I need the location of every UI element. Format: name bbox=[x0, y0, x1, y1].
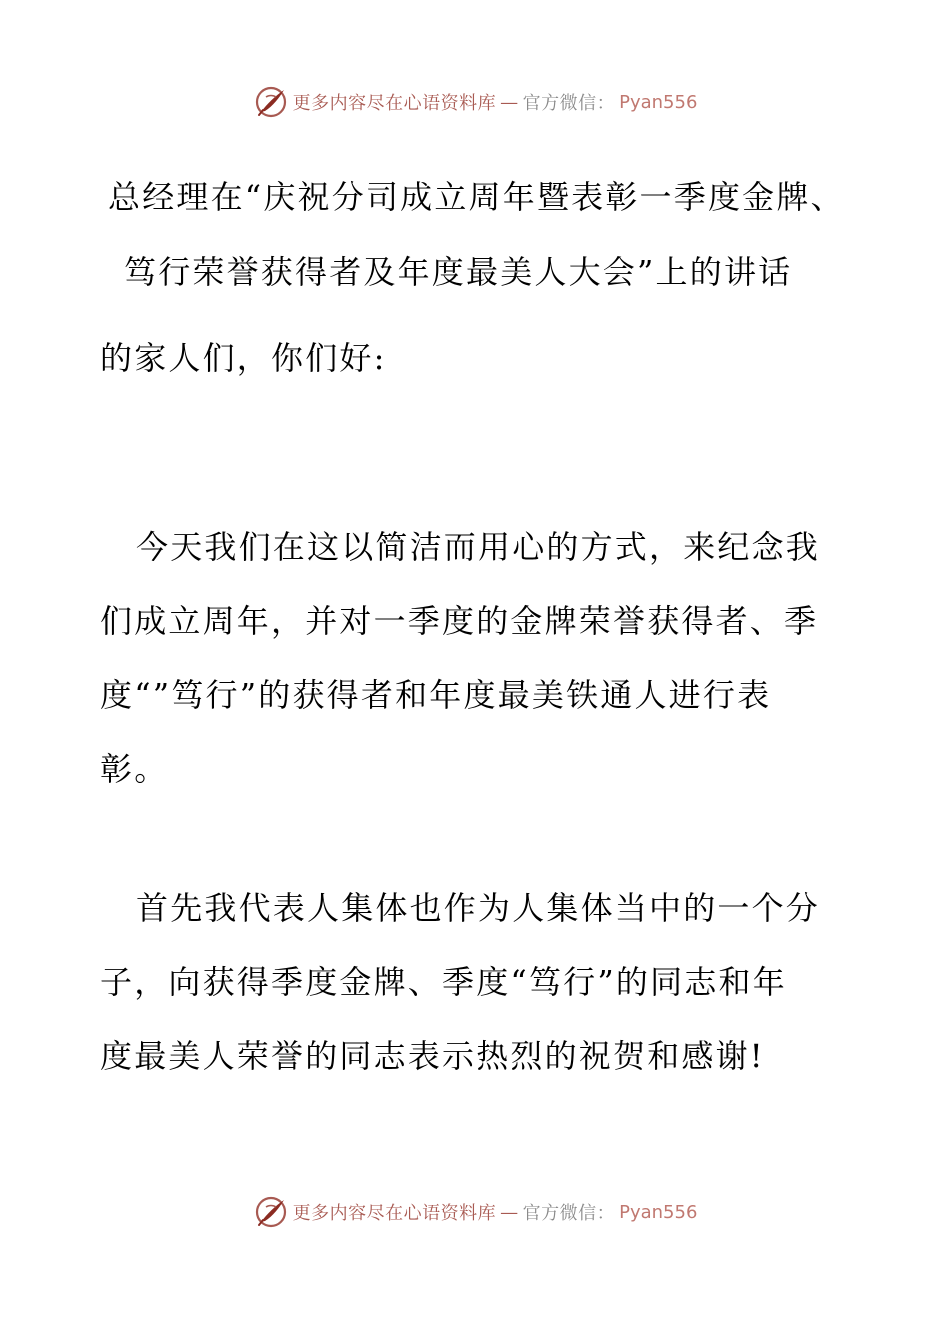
paragraph-2-line-3: 度最美人荣誉的同志表示热烈的祝贺和感谢! bbox=[100, 1037, 765, 1075]
document-title-line-2: 笃行荣誉获得者及年度最美人大会”上的讲话 bbox=[124, 253, 793, 291]
greeting-line: 的家人们，你们好: bbox=[100, 339, 387, 377]
watermark-wechat-id: Pyan556 bbox=[619, 1201, 698, 1223]
paragraph-1-line-2: 们成立周年，并对一季度的金牌荣誉获得者、季 bbox=[100, 602, 819, 640]
watermark-dash: — bbox=[500, 1201, 519, 1223]
watermark-brand-text: 更多内容尽在心语资料库 bbox=[292, 1203, 497, 1224]
paragraph-1-line-4: 彰。 bbox=[100, 750, 169, 788]
watermark-wechat-id: Pyan556 bbox=[619, 91, 698, 113]
watermark-wechat-label: 官方微信： bbox=[522, 93, 616, 114]
watermark-group bbox=[253, 84, 698, 120]
watermark-wechat-label: 官方微信： bbox=[522, 1203, 616, 1224]
paragraph-2-line-2: 子，向获得季度金牌、季度“笃行”的同志和年 bbox=[100, 963, 787, 1001]
footer-watermark bbox=[0, 1192, 950, 1232]
document-title-line-1: 总经理在“庆祝分司成立周年暨表彰一季度金牌、 bbox=[108, 178, 845, 216]
watermark-brand-text: 更多内容尽在心语资料库 bbox=[292, 93, 497, 114]
quill-pen-logo-icon bbox=[253, 1194, 289, 1230]
header-watermark bbox=[0, 82, 950, 122]
watermark-group bbox=[253, 1194, 698, 1230]
paragraph-1-line-1: 今天我们在这以简洁而用心的方式，来纪念我 bbox=[136, 528, 821, 566]
watermark-dash: — bbox=[500, 91, 519, 113]
quill-pen-logo-icon bbox=[253, 84, 289, 120]
paragraph-2-line-1: 首先我代表人集体也作为人集体当中的一个分 bbox=[136, 889, 821, 927]
paragraph-1-line-3: 度“”笃行”的获得者和年度最美铁通人进行表 bbox=[100, 676, 772, 714]
